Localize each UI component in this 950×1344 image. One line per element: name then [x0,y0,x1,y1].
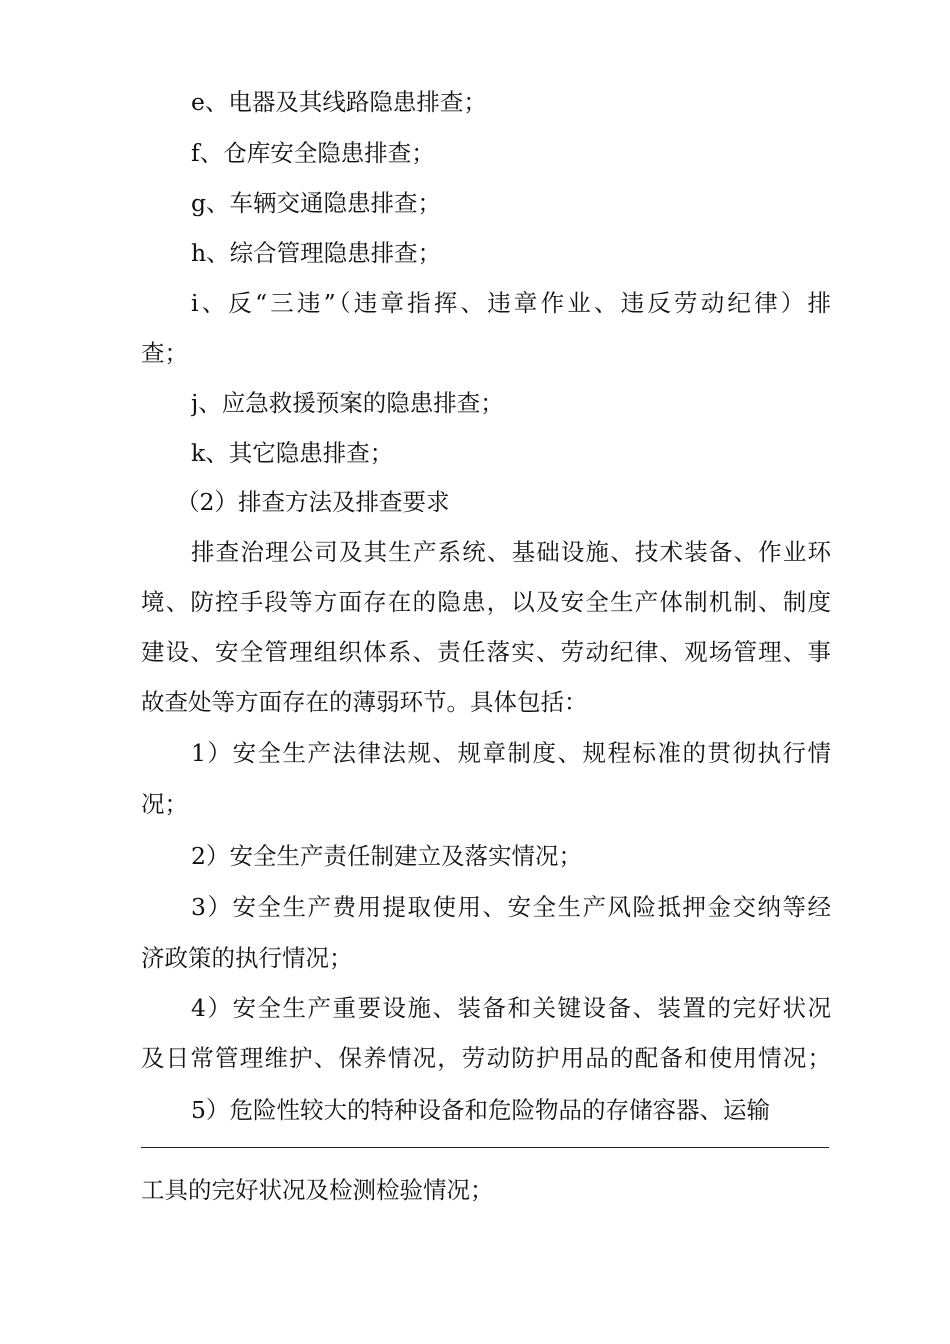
point-4-line2: 及日常管理维护、保养情况，劳动防护用品的配备和使用情况； [141,1044,831,1072]
list-item-j: j、应急救援预案的隐患排查； [191,389,504,417]
intro-paragraph-line2: 境、防控手段等方面存在的隐患，以及安全生产体制机制、制度 [141,588,831,616]
list-item-k: k、其它隐患排查； [191,439,394,467]
list-item-i-line2: 查； [141,339,188,367]
page-divider [141,1147,829,1148]
list-item-f: f、仓库安全隐患排查； [191,139,435,167]
list-item-g: g、车辆交通隐患排查； [191,189,442,217]
point-4-line1: 4）安全生产重要设施、装备和关键设备、装置的完好状况 [191,994,831,1022]
point-5-line1: 5）危险性较大的特种设备和危险物品的存储容器、运输 [191,1096,770,1124]
point-1-line2: 况； [141,790,188,818]
point-3-line1: 3）安全生产费用提取使用、安全生产风险抵押金交纳等经 [191,893,831,921]
footer-continuation: 工具的完好状况及检测检验情况； [141,1176,494,1204]
point-3-line2: 济政策的执行情况； [141,944,353,972]
section-heading: （2）排查方法及排查要求 [176,488,450,516]
intro-paragraph-line3: 建设、安全管理组织体系、责任落实、劳动纪律、观场管理、事 [141,638,831,666]
list-item-h: h、综合管理隐患排查； [191,239,442,267]
point-1-line1: 1）安全生产法律法规、规章制度、规程标准的贯彻执行情 [191,739,831,767]
intro-paragraph-line4: 故查处等方面存在的薄弱环节。具体包括： [141,688,588,716]
point-2: 2）安全生产责任制建立及落实情况； [191,842,582,870]
list-item-i-line1: i、反“三违”（违章指挥、违章作业、违反劳动纪律）排 [191,289,831,317]
list-item-e: e、电器及其线路隐患排查； [191,88,487,116]
intro-paragraph-line1: 排查治理公司及其生产系统、基础设施、技术装备、作业环 [191,538,831,566]
